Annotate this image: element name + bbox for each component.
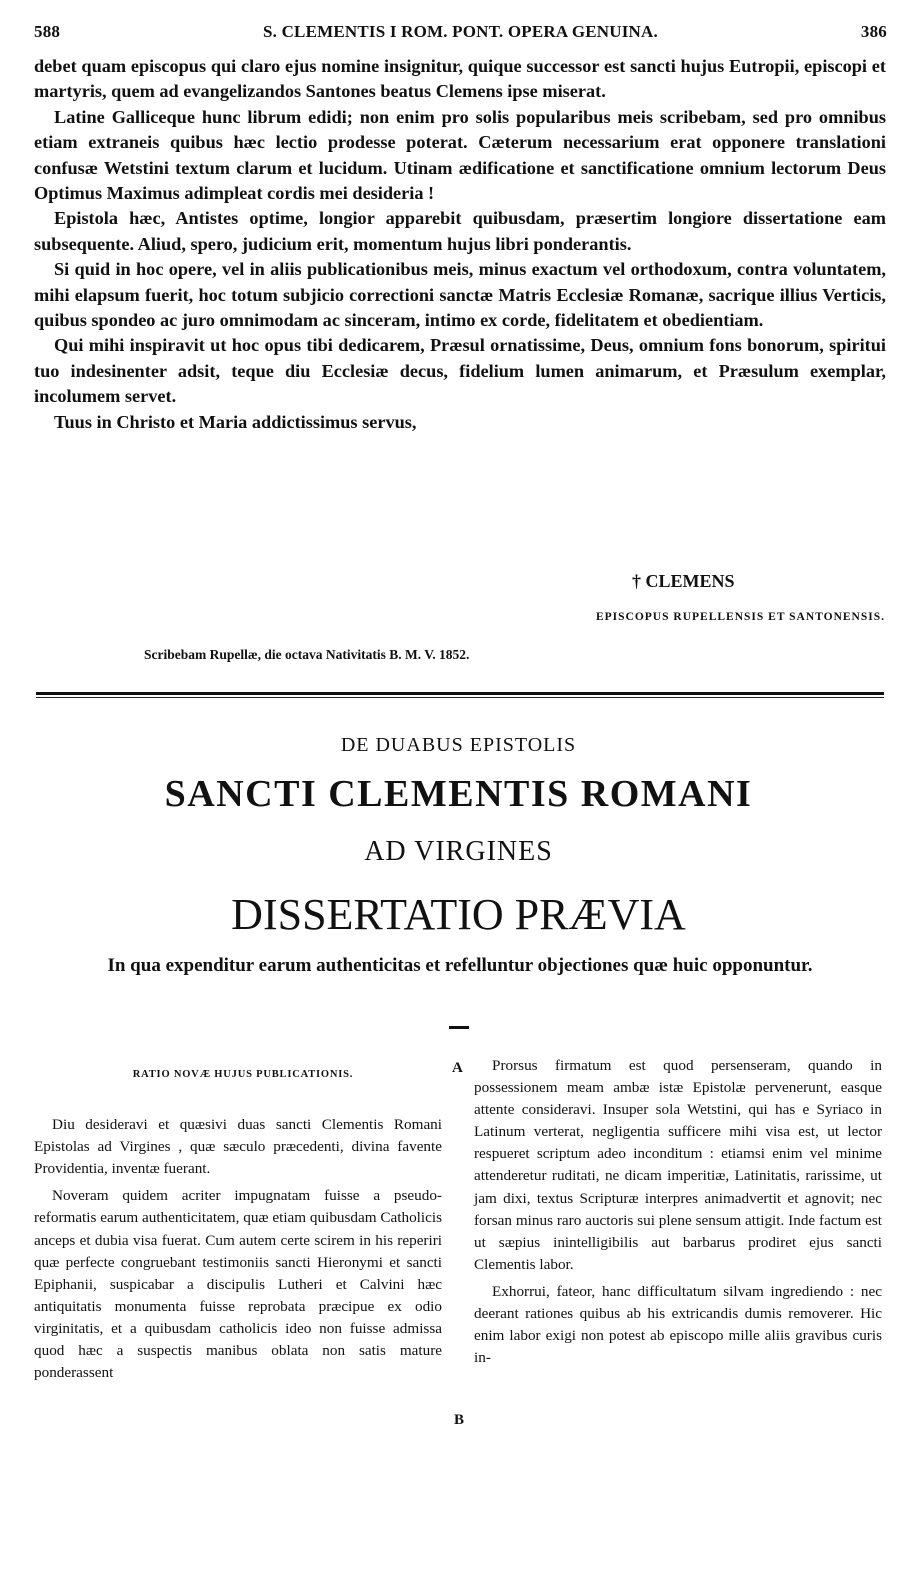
epistle-paragraph: Si quid in hoc opere, vel in aliis publicationibus meis, minus exactum vel orthodoxum, contra voluntatem, mihi elapsum fuerit, hoc totum subjicio correctioni sanctæ Matris Ecclesiæ Romanæ, sacrique illius Verticis, quibus spondeo ac juro omnimodam ac sinceram, intimo ex corde, fidelitatem et obedientiam. bbox=[34, 259, 886, 331]
running-title: S. CLEMENTIS I ROM. PONT. OPERA GENUINA. bbox=[263, 22, 658, 41]
left-paragraph: Noveram quidem acriter impugnatam fuisse a pseudo-reformatis earum authenticitatem, quæ etiam quibusdam Catholicis anceps et dubia visa fuerat. Cum autem certe scirem in his reperiri quæ perfecte congruebant testimoniis sancti Hieronymi et sancti Epiphanii, suspicabar a discipulis Lutheri et Calvini hæc antiquitatis monumenta fuisse reprobata præcipue ex odio virginitatis, et a quibusdam catholicis ideo non fuisse admissa quod hæc a suspectis manibus oblata non satis mature ponderassent bbox=[34, 1187, 442, 1382]
section-heading: RATIO NOVÆ HUJUS PUBLICATIONIS. bbox=[132, 1069, 354, 1080]
heading-de-duabus: DE DUABUS EPISTOLIS bbox=[340, 734, 577, 756]
running-head bbox=[34, 22, 887, 44]
epistle-paragraph: debet quam episcopus qui claro ejus nomine insignitur, quique successor est sancti hujus Eutropii, episcopi et martyris, quem ad evangelizandos Santones beatus Clemens ipse miserat. bbox=[34, 56, 886, 102]
right-column bbox=[474, 1055, 882, 1369]
right-paragraph: Exhorrui, fateor, hanc difficultatum silvam ingrediendo : nec deerant rationes quibus ab his extricandis dumis removerer. Hic enim labor exigi non potest ab episcopo mille aliis gravibus curis in- bbox=[474, 1282, 882, 1367]
section-rule bbox=[36, 692, 884, 695]
heading-ad-virgines: AD VIRGINES bbox=[364, 836, 553, 867]
dissertation-subheading: In qua expenditur earum authenticitas et refelluntur objectiones quæ huic opponuntur. bbox=[107, 955, 813, 976]
dedicatory-epistle bbox=[34, 54, 886, 435]
section-rule-thin bbox=[36, 697, 884, 698]
left-paragraph: Diu desideravi et quæsivi duas sancti Clementis Romani Epistolas ad Virgines , quæ sæculo præcedenti, divina favente Providentia, inventæ fuerant. bbox=[34, 1116, 442, 1178]
left-column bbox=[34, 1064, 442, 1384]
margin-mark-a: A bbox=[452, 1060, 463, 1076]
signature-name: † CLEMENS bbox=[632, 571, 735, 591]
heading-dissertatio: DISSERTATIO PRÆVIA bbox=[231, 890, 686, 939]
epistle-paragraph: Latine Galliceque hunc librum edidi; non enim pro solis popularibus meis scribebam, sed pro omnibus etiam extraneis quibus hæc lectio prodesse poterat. Cæterum necessarium erat opponere translationi confusæ Wetstini textum clarum et lucidum. Utinam ædificatione et sanctificatione omnium lectorum Deus Optimus Maximus adimpleat cordis mei desideria ! bbox=[34, 106, 886, 204]
signature-title: EPISCOPUS RUPELLENSIS ET SANTONENSIS. bbox=[595, 611, 885, 623]
ornamental-dash bbox=[449, 1026, 469, 1029]
epistle-paragraph: Epistola hæc, Antistes optime, longior apparebit quibusdam, præsertim longiore dissertatione eam subsequente. Aliud, spero, judicium erit, momentum hujus libri ponderantis. bbox=[34, 208, 886, 254]
epistle-closing: Tuus in Christo et Maria addictissimus servus, bbox=[54, 411, 417, 432]
page-number-left: 588 bbox=[34, 22, 61, 41]
right-paragraph: Prorsus firmatum est quod persenseram, quando in possessionem meam ambæ istæ Epistolæ pervenerunt, easque attente consideravi. Insuper sola Wetstini, qui has e Syriaco in Latinum verterat, negligentia sufficere mihi visa est, ut lector respueret scriptum adeo inconditum : etiamsi enim vel minime attenderetur ruditati, ne dicam imperitiæ, Latinitatis, rarissime, ut jam dixi, textus Scripturæ interpres animadvertit et agnovit; nec forsan minus raro auctoris sui plene sensum attigit. Inde factum est ut sæpius inintelligibilis aut barbarus prodiret ejus sancti Clementis labor. bbox=[474, 1057, 882, 1273]
page-number-right: 386 bbox=[860, 22, 887, 41]
heading-main: SANCTI CLEMENTIS ROMANI bbox=[164, 773, 753, 815]
margin-mark-b: B bbox=[454, 1412, 465, 1428]
dateline: Scribebam Rupellæ, die octava Nativitatis B. M. V. 1852. bbox=[144, 647, 470, 662]
epistle-paragraph: Qui mihi inspiravit ut hoc opus tibi dedicarem, Præsul ornatissime, Deus, omnium fons bonorum, spiritui tuo indesinenter adsit, teque diu Ecclesiæ decus, fidelium lumen animarum, et Præsulum exemplar, incolumem servet. bbox=[34, 335, 886, 407]
